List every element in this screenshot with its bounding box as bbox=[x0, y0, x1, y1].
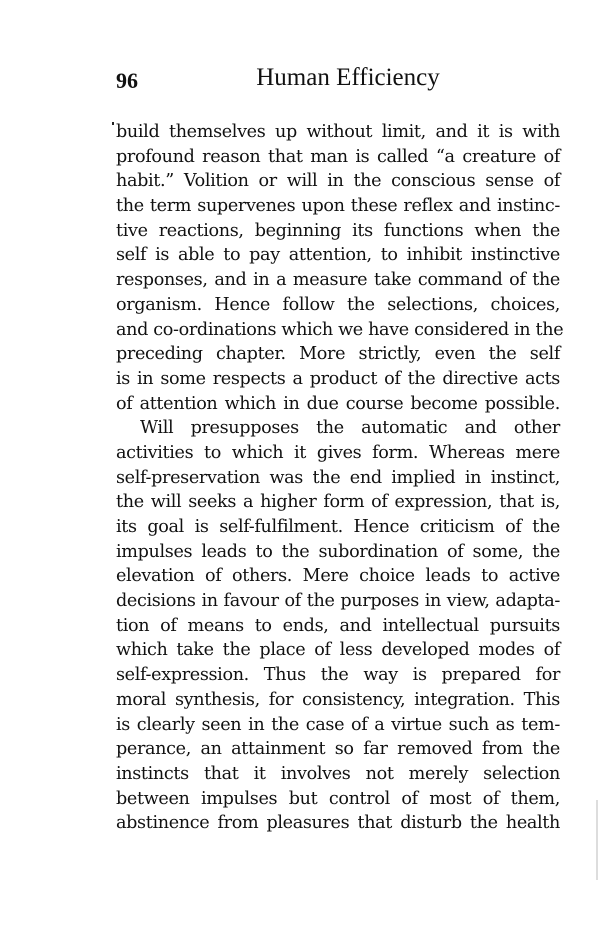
text-line: is clearly seen in the case of a virtue such as tem- bbox=[116, 714, 560, 735]
text-line: decisions in favour of the purposes in view, adapta- bbox=[116, 591, 560, 612]
text-line: self-preservation was the end implied in instinct, bbox=[116, 467, 560, 488]
text-line: perance, an attainment so far removed from the bbox=[116, 739, 560, 760]
text-line: of attention which in due course become possible. bbox=[116, 393, 560, 414]
running-title: Human Efficiency bbox=[256, 64, 440, 91]
text-line: moral synthesis, for consistency, integration. This bbox=[116, 689, 560, 710]
page-edge-shadow bbox=[596, 800, 598, 880]
text-line: and co-ordinations which we have considered in the bbox=[116, 319, 564, 340]
page-header bbox=[116, 64, 560, 96]
text-line: profound reason that man is called “a creature of bbox=[116, 146, 560, 167]
text-line: the will seeks a higher form of expression, that is, bbox=[116, 492, 560, 513]
text-line: organism. Hence follow the selections, choices, bbox=[116, 294, 560, 315]
text-line: the term supervenes upon these reflex and instinc- bbox=[116, 196, 560, 217]
text-line: is in some respects a product of the directive acts bbox=[116, 368, 560, 389]
text-line: preceding chapter. More strictly, even the self bbox=[116, 344, 560, 365]
text-line: build themselves up without limit, and it is with bbox=[116, 122, 560, 142]
text-line: which take the place of less developed modes of bbox=[116, 640, 560, 661]
scan-speck bbox=[112, 122, 114, 125]
text-line: tive reactions, beginning its functions when the bbox=[116, 220, 560, 241]
page-number: 96 bbox=[116, 68, 138, 93]
text-line: responses, and in a measure take command of the bbox=[116, 270, 560, 291]
text-line: abstinence from pleasures that disturb the health bbox=[116, 813, 560, 834]
text-line: impulses leads to the subordination of some, the bbox=[116, 541, 560, 562]
text-line: habit.” Volition or will in the conscious sense of bbox=[116, 171, 560, 192]
text-line: Will presupposes the automatic and other bbox=[140, 418, 560, 439]
text-line: tion of means to ends, and intellectual pursuits bbox=[116, 615, 560, 636]
text-line: self-expression. Thus the way is prepared for bbox=[116, 665, 560, 686]
text-line: elevation of others. Mere choice leads to active bbox=[116, 566, 560, 587]
text-line: its goal is self-fulfilment. Hence criticism of the bbox=[116, 517, 560, 537]
body-text bbox=[116, 120, 564, 836]
text-line: between impulses but control of most of them, bbox=[116, 788, 560, 809]
text-line: activities to which it gives form. Whereas mere bbox=[116, 442, 560, 463]
text-line: instincts that it involves not merely selection bbox=[116, 763, 560, 784]
text-line: self is able to pay attention, to inhibit instinctive bbox=[116, 245, 560, 266]
